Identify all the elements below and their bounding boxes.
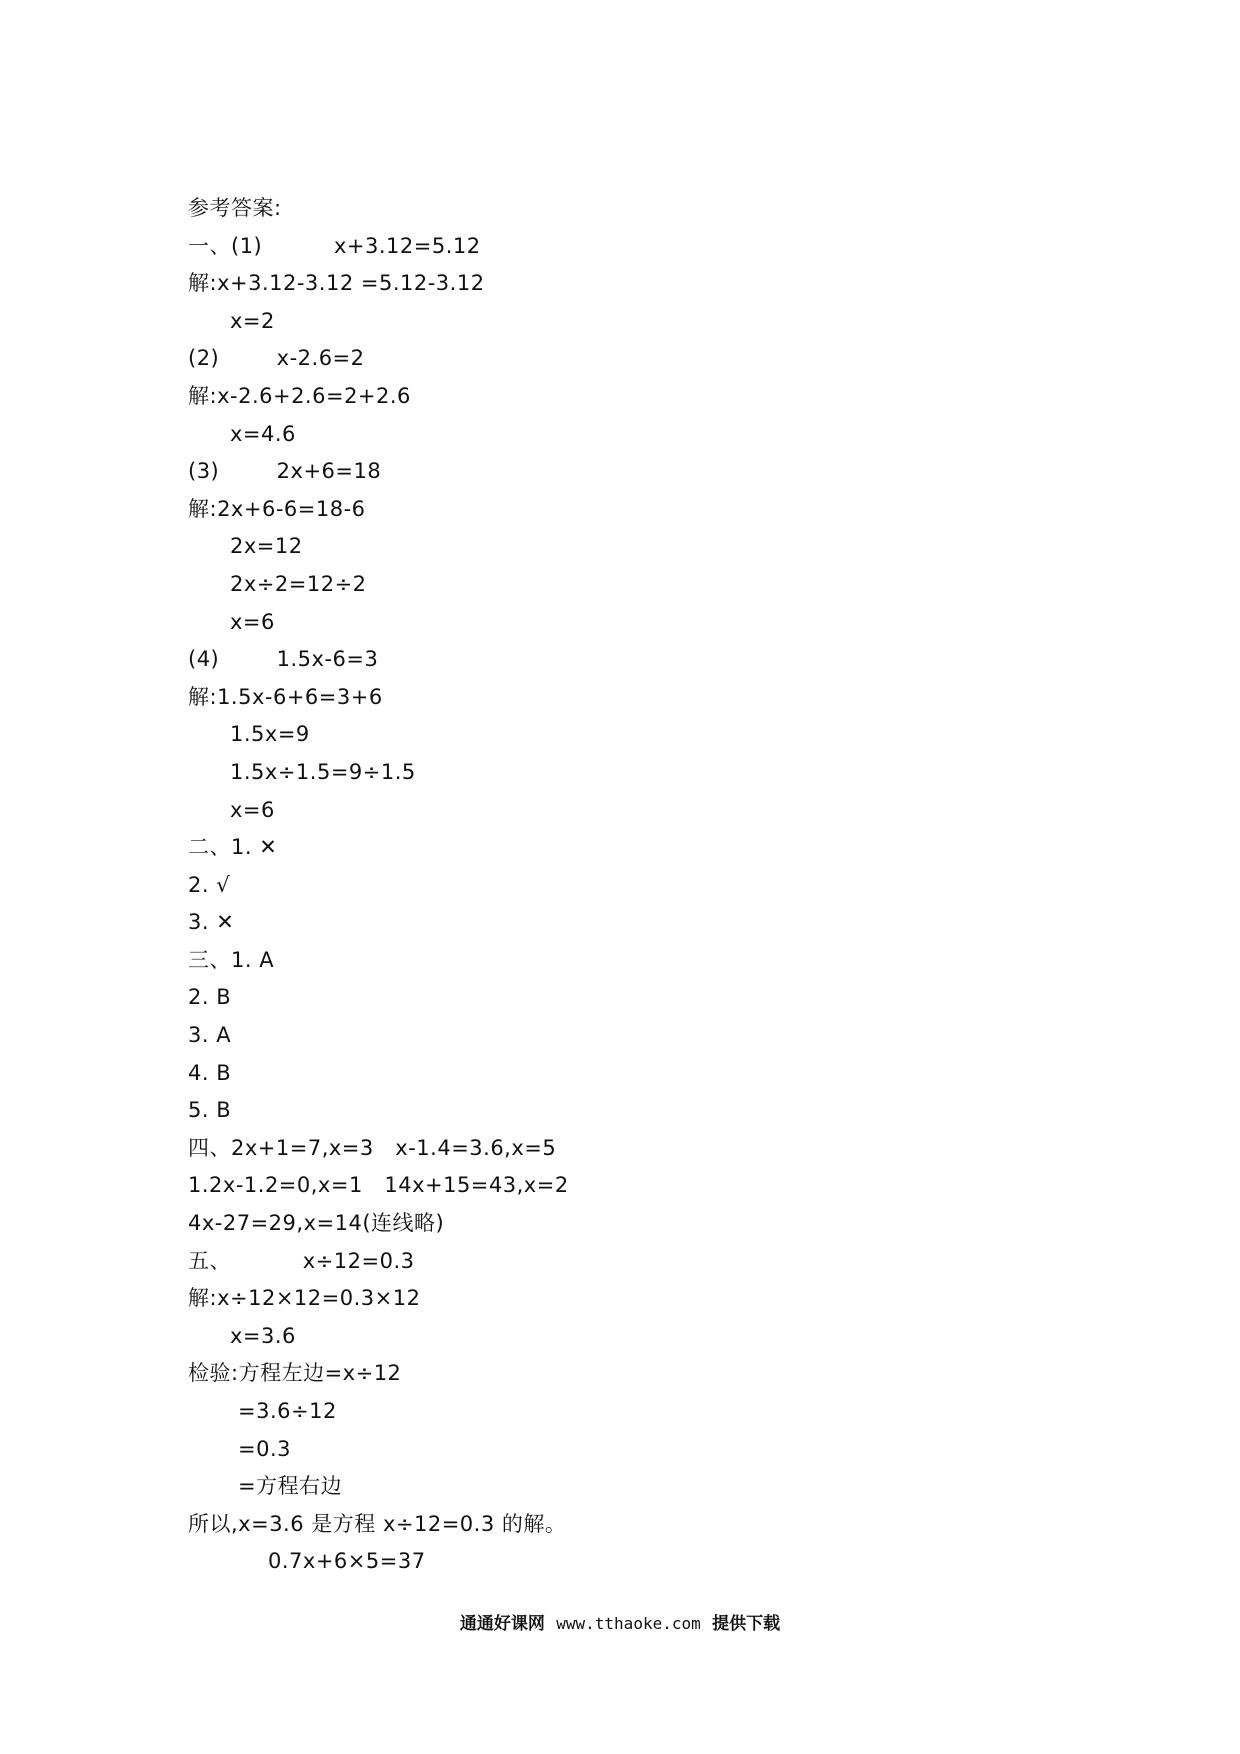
answer-line: (3) 2x+6=18 (188, 459, 382, 484)
answer-line: x=3.6 (230, 1323, 296, 1348)
page-footer (0, 1612, 1240, 1636)
answer-line: 所以,x=3.6 是方程 x÷12=0.3 的解。 (188, 1511, 567, 1536)
answer-line: 检验:方程左边=x÷12 (188, 1361, 402, 1386)
answer-line: 解:1.5x-6+6=3+6 (188, 684, 383, 709)
answer-line: 3. A (188, 1023, 232, 1048)
answer-line: 1.5x=9 (230, 722, 310, 747)
answer-line: 2x÷2=12÷2 (230, 571, 367, 596)
answer-line: (4) 1.5x-6=3 (188, 647, 379, 672)
answer-line: =方程右边 (238, 1474, 343, 1499)
answer-line: 1.2x-1.2=0,x=1 14x+15=43,x=2 (188, 1173, 569, 1198)
answer-line: x=6 (230, 797, 275, 822)
answer-line: 3. ✕ (188, 910, 235, 935)
answer-line: 一、(1) x+3.12=5.12 (188, 233, 481, 258)
answer-line: 0.7x+6×5=37 (268, 1549, 426, 1574)
answer-line: 4. B (188, 1060, 232, 1085)
answer-line: =0.3 (238, 1436, 291, 1461)
answer-line: 三、1. A (188, 947, 275, 972)
answer-line: 2. B (188, 985, 232, 1010)
answer-line: 解:x-2.6+2.6=2+2.6 (188, 383, 411, 408)
answer-line: (2) x-2.6=2 (188, 346, 365, 371)
answer-line: x=4.6 (230, 421, 296, 446)
answer-line: 2. √ (188, 872, 231, 897)
answer-line: 5. B (188, 1098, 232, 1123)
answer-line: 参考答案: (188, 196, 282, 220)
answer-line: x=6 (230, 609, 275, 634)
answer-line: x=2 (230, 308, 275, 333)
answer-line: 解:x÷12×12=0.3×12 (188, 1286, 421, 1311)
answer-line: 五、 x÷12=0.3 (188, 1248, 415, 1273)
footer-site-name: 通通好课网 (459, 1614, 545, 1634)
answer-line: 二、1. ✕ (188, 835, 278, 860)
answer-line: 解:2x+6-6=18-6 (188, 496, 366, 521)
answer-line: =3.6÷12 (238, 1399, 337, 1423)
answer-line: 1.5x÷1.5=9÷1.5 (230, 759, 416, 784)
answer-line: 2x=12 (230, 534, 303, 559)
footer-download-text: 提供下载 (712, 1614, 781, 1634)
answer-content (188, 190, 1088, 1581)
answer-line: 4x-27=29,x=14(连线略) (188, 1211, 445, 1236)
answer-line: 解:x+3.12-3.12 =5.12-3.12 (188, 271, 485, 296)
footer-url[interactable]: www.tthaoke.com (556, 1614, 701, 1633)
answer-line: 四、2x+1=7,x=3 x-1.4=3.6,x=5 (188, 1135, 557, 1160)
